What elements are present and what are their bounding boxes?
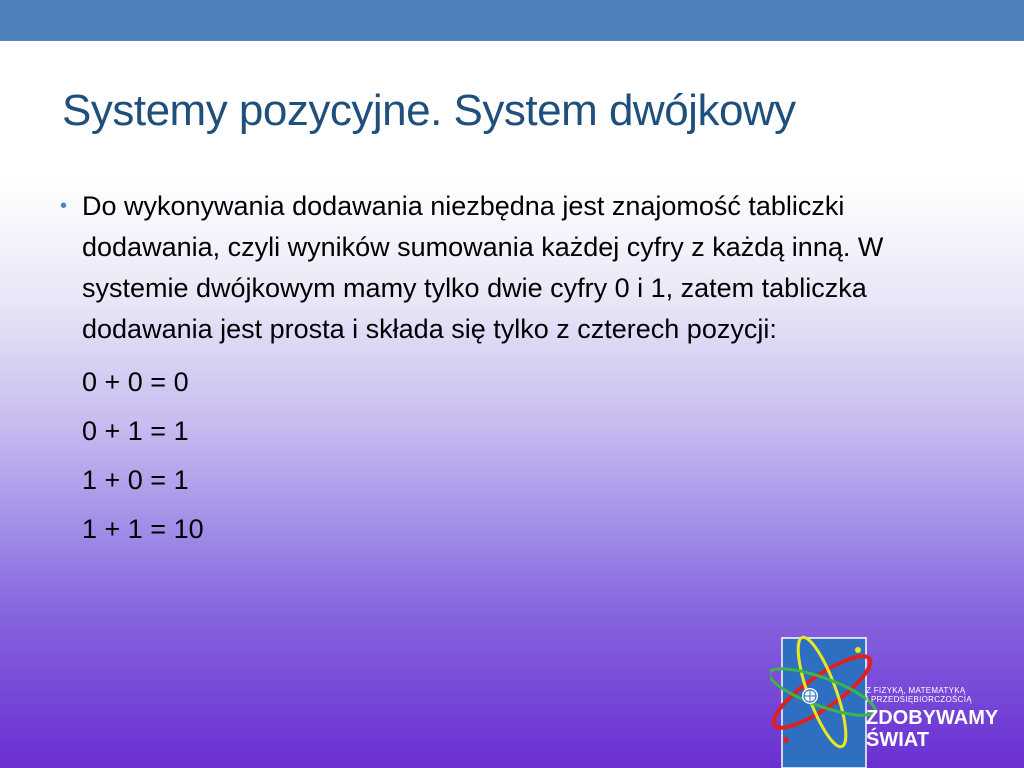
logo-brand: ZDOBYWAMY ŚWIAT (866, 707, 999, 751)
equation-line: 1 + 1 = 10 (82, 514, 204, 544)
equation-line: 0 + 0 = 0 (82, 367, 189, 397)
bullet-text: Do wykonywania dodawania niezbędna jest znajomość tabliczki dodawania, czyli wyników sumowania każdej cyfry z każdą inną. W systemie dwójkowym mamy tylko dwie cyfry 0 i 1, zatem tabliczka dodawania jest prosta i składa się tylko z czterech pozycji: (82, 191, 884, 344)
slide-title: Systemy pozycyjne. System dwójkowy (62, 86, 796, 135)
logo-caption: Z FIZYKĄ, MATEMATYKĄ I PRZEDSIĘBIORCZOŚCIĄ (866, 686, 972, 704)
slide-body (60, 186, 940, 554)
equation-line: 0 + 1 = 1 (82, 416, 189, 446)
bullet-dot-icon: • (60, 195, 68, 217)
bullet-item (60, 186, 940, 350)
addition-table (82, 358, 940, 554)
equation-line: 1 + 0 = 1 (82, 465, 189, 495)
top-accent-bar (0, 0, 1024, 41)
